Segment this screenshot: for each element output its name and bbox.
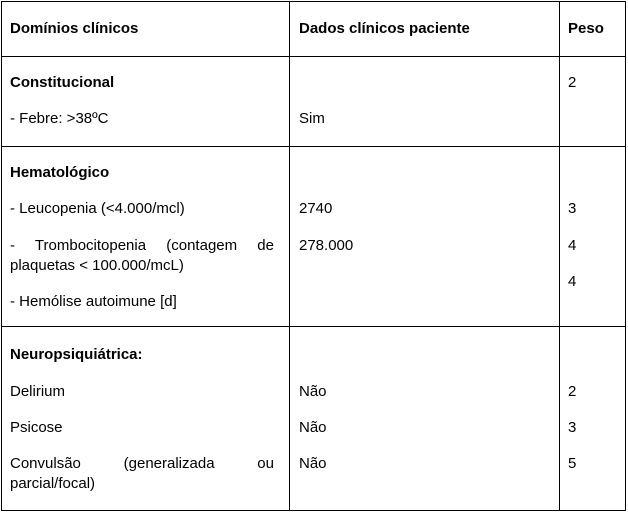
row-label-trombocitopenia: - Trombocitopenia (contagem de plaquetas < 100.000/mcL)	[10, 237, 274, 274]
table-border-top	[1, 1, 626, 2]
row-weight-psicose: 3	[568, 419, 577, 436]
row-label-leucopenia: - Leucopenia (<4.000/mcl)	[10, 200, 185, 217]
row-value-delirium: Não	[299, 383, 327, 400]
section-divider-1	[1, 146, 626, 147]
section-title-constitucional: Constitucional	[10, 74, 115, 91]
header-domains: Domínios clínicos	[10, 20, 139, 37]
row-value-leucopenia: 2740	[299, 200, 333, 217]
table-border-right	[625, 1, 626, 510]
row-value-psicose: Não	[299, 419, 327, 436]
row-value-convulsao: Não	[299, 455, 327, 472]
header-weight: Peso	[568, 20, 604, 37]
section-title-hematologico: Hematológico	[10, 164, 110, 181]
header-patient-data: Dados clínicos paciente	[299, 20, 470, 37]
table-border-bottom	[1, 510, 626, 511]
row-weight-leucopenia: 3	[568, 200, 577, 217]
row-weight-hemolise: 4	[568, 273, 577, 290]
row-value-trombocitopenia: 278.000	[299, 237, 354, 254]
row-label-convulsao: Convulsão (generalizada ou parcial/focal)	[10, 455, 274, 492]
table-border-left	[1, 1, 2, 510]
row-label-febre: - Febre: >38ºC	[10, 110, 109, 127]
row-label-psicose: Psicose	[10, 419, 63, 436]
row-label-delirium: Delirium	[10, 383, 66, 400]
row-value-febre: Sim	[299, 110, 325, 127]
row-weight-trombocitopenia: 4	[568, 237, 577, 254]
row-label-hemolise: - Hemólise autoimune [d]	[10, 293, 177, 310]
column-divider-1	[289, 1, 290, 510]
row-weight-convulsao: 5	[568, 455, 577, 472]
header-divider	[1, 56, 626, 57]
column-divider-2	[559, 1, 560, 510]
section-weight-constitucional: 2	[568, 74, 577, 91]
row-weight-delirium: 2	[568, 383, 577, 400]
section-divider-2	[1, 326, 626, 327]
section-title-neuropsiquiatrica: Neuropsiquiátrica:	[10, 346, 143, 363]
